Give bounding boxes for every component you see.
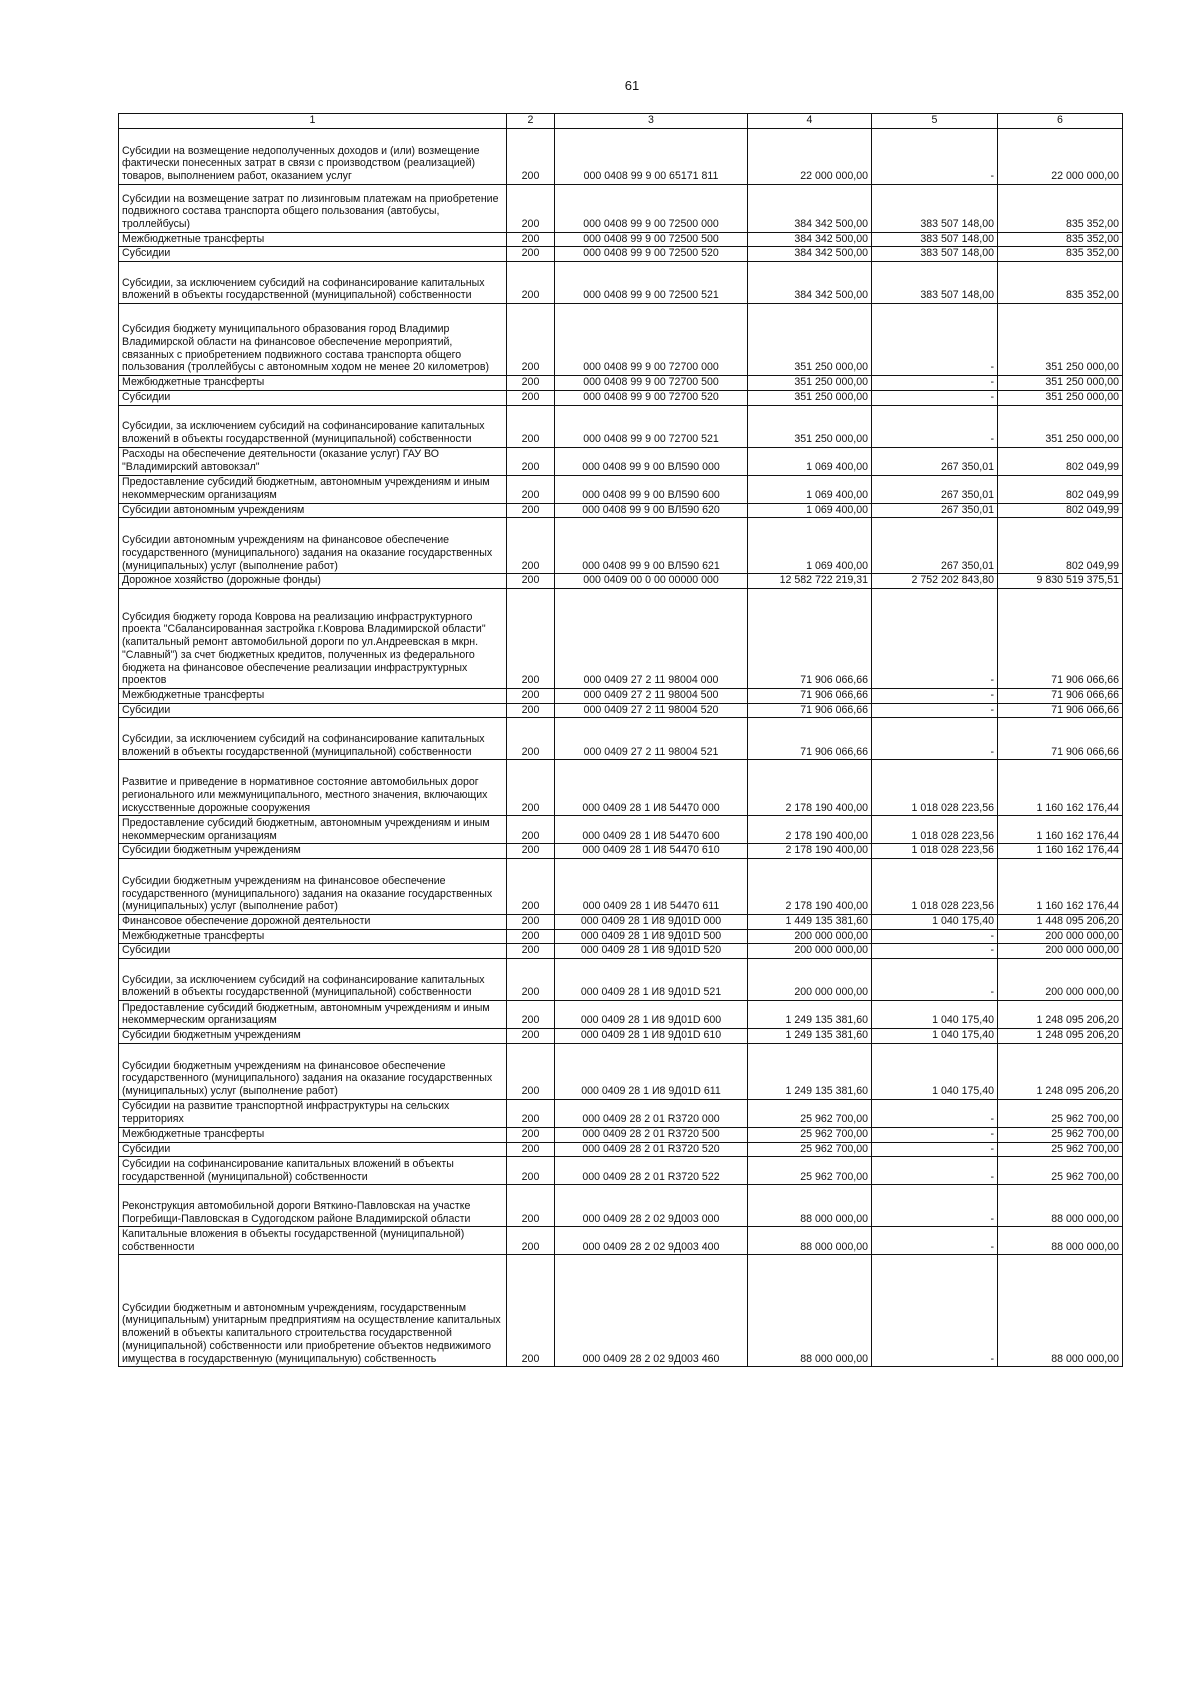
row-kbk-cell: 000 0408 99 9 00 72700 500 — [555, 376, 748, 391]
row-remaining-cell: 25 962 700,00 — [998, 1157, 1123, 1185]
row-approved-cell: 88 000 000,00 — [748, 1185, 872, 1227]
row-kbk-cell: 000 0409 28 1 И8 54470 611 — [555, 859, 748, 915]
row-kbk-cell: 000 0409 27 2 11 98004 520 — [555, 703, 748, 718]
row-approved-cell: 384 342 500,00 — [748, 262, 872, 304]
table-row — [119, 232, 1123, 247]
row-kbk-cell: 000 0409 28 1 И8 9Д01D 521 — [555, 959, 748, 1001]
row-code-cell: 200 — [507, 1185, 555, 1227]
row-name-cell: Субсидии на возмещение недополученных доходов и (или) возмещение фактически понесенных затрат в связи с производством (реализацией) товаров, выполнением работ, оказанием услуг — [119, 128, 507, 184]
table-row — [119, 503, 1123, 518]
row-name-cell: Субсидии автономным учреждениям — [119, 503, 507, 518]
row-name-cell: Капитальные вложения в объекты государственной (муниципальной) собственности — [119, 1227, 507, 1255]
row-approved-cell: 1 069 400,00 — [748, 447, 872, 475]
row-name-cell: Межбюджетные трансферты — [119, 376, 507, 391]
row-approved-cell: 12 582 722 219,31 — [748, 574, 872, 589]
row-code-cell: 200 — [507, 1227, 555, 1255]
row-name-cell: Субсидии, за исключением субсидий на софинансирование капитальных вложений в объекты государственной (муниципальной) собственности — [119, 959, 507, 1001]
row-code-cell: 200 — [507, 390, 555, 405]
row-kbk-cell: 000 0409 28 2 01 R3720 522 — [555, 1157, 748, 1185]
row-remaining-cell: 88 000 000,00 — [998, 1227, 1123, 1255]
row-executed-cell: - — [872, 1142, 998, 1157]
row-code-cell: 200 — [507, 1099, 555, 1127]
row-code-cell: 200 — [507, 128, 555, 184]
row-kbk-cell: 000 0409 27 2 11 98004 500 — [555, 688, 748, 703]
table-row — [119, 718, 1123, 760]
row-code-cell: 200 — [507, 718, 555, 760]
row-name-cell: Предоставление субсидий бюджетным, автономным учреждениям и иным некоммерческим организациям — [119, 475, 507, 503]
row-approved-cell: 1 069 400,00 — [748, 475, 872, 503]
row-approved-cell: 1 069 400,00 — [748, 503, 872, 518]
row-kbk-cell: 000 0409 28 1 И8 9Д01D 600 — [555, 1001, 748, 1029]
row-executed-cell: 1 040 175,40 — [872, 1029, 998, 1044]
row-kbk-cell: 000 0408 99 9 00 65171 811 — [555, 128, 748, 184]
table-row — [119, 1157, 1123, 1185]
row-name-cell: Финансовое обеспечение дорожной деятельности — [119, 915, 507, 930]
row-name-cell: Субсидии на возмещение затрат по лизинговым платежам на приобретение подвижного состава транспорта общего пользования (автобусы, троллейбусы) — [119, 184, 507, 232]
row-approved-cell: 25 962 700,00 — [748, 1127, 872, 1142]
row-name-cell: Субсидии бюджетным учреждениям — [119, 1029, 507, 1044]
row-remaining-cell: 22 000 000,00 — [998, 128, 1123, 184]
row-kbk-cell: 000 0408 99 9 00 72700 000 — [555, 304, 748, 376]
row-code-cell: 200 — [507, 247, 555, 262]
row-remaining-cell: 835 352,00 — [998, 262, 1123, 304]
row-executed-cell: 383 507 148,00 — [872, 262, 998, 304]
row-executed-cell: 1 018 028 223,56 — [872, 859, 998, 915]
table-row — [119, 959, 1123, 1001]
row-kbk-cell: 000 0408 99 9 00 72700 521 — [555, 405, 748, 447]
row-remaining-cell: 25 962 700,00 — [998, 1142, 1123, 1157]
table-row — [119, 247, 1123, 262]
row-approved-cell: 2 178 190 400,00 — [748, 816, 872, 844]
row-kbk-cell: 000 0409 27 2 11 98004 000 — [555, 588, 748, 688]
row-remaining-cell: 351 250 000,00 — [998, 304, 1123, 376]
row-approved-cell: 351 250 000,00 — [748, 405, 872, 447]
row-remaining-cell: 351 250 000,00 — [998, 405, 1123, 447]
row-name-cell: Субсидии — [119, 703, 507, 718]
row-code-cell: 200 — [507, 405, 555, 447]
table-row — [119, 1001, 1123, 1029]
row-kbk-cell: 000 0409 28 1 И8 9Д01D 520 — [555, 944, 748, 959]
row-remaining-cell: 1 448 095 206,20 — [998, 915, 1123, 930]
column-header-3: 3 — [555, 114, 748, 129]
budget-table — [118, 113, 1123, 1367]
row-code-cell: 200 — [507, 1043, 555, 1099]
row-remaining-cell: 71 906 066,66 — [998, 718, 1123, 760]
row-executed-cell: 1 018 028 223,56 — [872, 844, 998, 859]
row-code-cell: 200 — [507, 376, 555, 391]
row-name-cell: Субсидии на развитие транспортной инфраструктуры на сельских территориях — [119, 1099, 507, 1127]
row-remaining-cell: 1 160 162 176,44 — [998, 816, 1123, 844]
row-executed-cell: - — [872, 1185, 998, 1227]
row-name-cell: Субсидии — [119, 944, 507, 959]
row-code-cell: 200 — [507, 1001, 555, 1029]
table-row — [119, 688, 1123, 703]
row-remaining-cell: 802 049,99 — [998, 518, 1123, 574]
column-header-2: 2 — [507, 114, 555, 129]
row-name-cell: Субсидии бюджетным и автономным учреждениям, государственным (муниципальным) унитарным предприятиям на осуществление капитальных вложений в объекты капитального строительства государственной (муниципальной) собственности или приобретение объектов недвижимого имущества в государственную (муниципальную) собственность — [119, 1255, 507, 1367]
row-remaining-cell: 835 352,00 — [998, 232, 1123, 247]
row-executed-cell: - — [872, 703, 998, 718]
row-name-cell: Субсидии, за исключением субсидий на софинансирование капитальных вложений в объекты государственной (муниципальной) собственности — [119, 405, 507, 447]
row-executed-cell: - — [872, 718, 998, 760]
row-remaining-cell: 200 000 000,00 — [998, 959, 1123, 1001]
row-name-cell: Субсидия бюджету муниципального образования город Владимир Владимирской области на финансовое обеспечение мероприятий, связанных с приобретением подвижного состава транспорта общего пользования (троллейбусы с автономным ходом не менее 20 километров) — [119, 304, 507, 376]
row-code-cell: 200 — [507, 184, 555, 232]
row-remaining-cell: 71 906 066,66 — [998, 703, 1123, 718]
row-remaining-cell: 802 049,99 — [998, 475, 1123, 503]
row-executed-cell: - — [872, 959, 998, 1001]
row-approved-cell: 71 906 066,66 — [748, 688, 872, 703]
row-code-cell: 200 — [507, 703, 555, 718]
row-name-cell: Субсидии на софинансирование капитальных вложений в объекты государственной (муниципальной) собственности — [119, 1157, 507, 1185]
table-row — [119, 1142, 1123, 1157]
row-remaining-cell: 1 160 162 176,44 — [998, 760, 1123, 816]
row-name-cell: Субсидии — [119, 247, 507, 262]
row-code-cell: 200 — [507, 518, 555, 574]
row-executed-cell: - — [872, 1227, 998, 1255]
row-executed-cell: 1 040 175,40 — [872, 915, 998, 930]
row-executed-cell: 1 040 175,40 — [872, 1001, 998, 1029]
row-code-cell: 200 — [507, 915, 555, 930]
row-approved-cell: 1 249 135 381,60 — [748, 1043, 872, 1099]
table-row — [119, 1185, 1123, 1227]
row-executed-cell: - — [872, 304, 998, 376]
table-row — [119, 1227, 1123, 1255]
row-name-cell: Субсидия бюджету города Коврова на реализацию инфраструктурного проекта "Сбалансированная застройка г.Коврова Владимирской области" (капитальный ремонт автомобильной дороги по ул.Андреевская в мкрн. "Славный") за счет бюджетных кредитов, полученных из федерального бюджета на финансовое обеспечение реализации инфраструктурных проектов — [119, 588, 507, 688]
table-row — [119, 1043, 1123, 1099]
row-kbk-cell: 000 0409 28 1 И8 54470 000 — [555, 760, 748, 816]
row-code-cell: 200 — [507, 844, 555, 859]
row-approved-cell: 351 250 000,00 — [748, 376, 872, 391]
table-row — [119, 1127, 1123, 1142]
row-executed-cell: - — [872, 688, 998, 703]
row-executed-cell: - — [872, 1157, 998, 1185]
row-kbk-cell: 000 0409 28 1 И8 9Д01D 610 — [555, 1029, 748, 1044]
row-executed-cell: 383 507 148,00 — [872, 232, 998, 247]
row-code-cell: 200 — [507, 1127, 555, 1142]
row-name-cell: Межбюджетные трансферты — [119, 232, 507, 247]
row-remaining-cell: 1 160 162 176,44 — [998, 859, 1123, 915]
table-row — [119, 703, 1123, 718]
row-approved-cell: 1 249 135 381,60 — [748, 1029, 872, 1044]
row-executed-cell: 267 350,01 — [872, 503, 998, 518]
row-approved-cell: 384 342 500,00 — [748, 232, 872, 247]
column-header-4: 4 — [748, 114, 872, 129]
table-row — [119, 760, 1123, 816]
row-remaining-cell: 802 049,99 — [998, 503, 1123, 518]
row-kbk-cell: 000 0409 28 2 02 9Д003 400 — [555, 1227, 748, 1255]
row-kbk-cell: 000 0409 28 2 02 9Д003 460 — [555, 1255, 748, 1367]
row-code-cell: 200 — [507, 475, 555, 503]
table-row — [119, 929, 1123, 944]
page-number: 61 — [624, 78, 640, 93]
table-row — [119, 915, 1123, 930]
row-remaining-cell: 835 352,00 — [998, 247, 1123, 262]
row-kbk-cell: 000 0409 00 0 00 00000 000 — [555, 574, 748, 589]
row-kbk-cell: 000 0408 99 9 00 ВЛ590 621 — [555, 518, 748, 574]
row-name-cell: Субсидии, за исключением субсидий на софинансирование капитальных вложений в объекты государственной (муниципальной) собственности — [119, 262, 507, 304]
row-executed-cell: 267 350,01 — [872, 518, 998, 574]
row-executed-cell: 1 040 175,40 — [872, 1043, 998, 1099]
row-code-cell: 200 — [507, 859, 555, 915]
row-code-cell: 200 — [507, 688, 555, 703]
row-remaining-cell: 835 352,00 — [998, 184, 1123, 232]
table-row — [119, 262, 1123, 304]
table-row — [119, 844, 1123, 859]
row-approved-cell: 88 000 000,00 — [748, 1227, 872, 1255]
row-code-cell: 200 — [507, 588, 555, 688]
row-name-cell: Субсидии, за исключением субсидий на софинансирование капитальных вложений в объекты государственной (муниципальной) собственности — [119, 718, 507, 760]
row-approved-cell: 25 962 700,00 — [748, 1157, 872, 1185]
table-row — [119, 1255, 1123, 1367]
row-approved-cell: 384 342 500,00 — [748, 247, 872, 262]
row-kbk-cell: 000 0409 28 1 И8 9Д01D 000 — [555, 915, 748, 930]
row-approved-cell: 88 000 000,00 — [748, 1255, 872, 1367]
row-code-cell: 200 — [507, 232, 555, 247]
row-executed-cell: 383 507 148,00 — [872, 247, 998, 262]
row-approved-cell: 2 178 190 400,00 — [748, 859, 872, 915]
row-executed-cell: 383 507 148,00 — [872, 184, 998, 232]
row-remaining-cell: 351 250 000,00 — [998, 390, 1123, 405]
row-approved-cell: 1 069 400,00 — [748, 518, 872, 574]
row-name-cell: Субсидии — [119, 1142, 507, 1157]
row-executed-cell: 267 350,01 — [872, 475, 998, 503]
table-row — [119, 184, 1123, 232]
row-code-cell: 200 — [507, 929, 555, 944]
row-executed-cell: 2 752 202 843,80 — [872, 574, 998, 589]
row-kbk-cell: 000 0408 99 9 00 72500 521 — [555, 262, 748, 304]
row-approved-cell: 351 250 000,00 — [748, 390, 872, 405]
row-executed-cell: 1 018 028 223,56 — [872, 760, 998, 816]
row-approved-cell: 25 962 700,00 — [748, 1099, 872, 1127]
row-code-cell: 200 — [507, 574, 555, 589]
row-code-cell: 200 — [507, 447, 555, 475]
table-row — [119, 128, 1123, 184]
row-remaining-cell: 200 000 000,00 — [998, 944, 1123, 959]
row-code-cell: 200 — [507, 1029, 555, 1044]
table-row — [119, 816, 1123, 844]
row-approved-cell: 384 342 500,00 — [748, 184, 872, 232]
row-code-cell: 200 — [507, 944, 555, 959]
column-header-6: 6 — [998, 114, 1123, 129]
row-name-cell: Субсидии бюджетным учреждениям на финансовое обеспечение государственного (муниципального) задания на оказание государственных (муниципальных) услуг (выполнение работ) — [119, 859, 507, 915]
table-row — [119, 304, 1123, 376]
row-code-cell: 200 — [507, 1255, 555, 1367]
row-approved-cell: 2 178 190 400,00 — [748, 844, 872, 859]
table-row — [119, 376, 1123, 391]
column-header-1: 1 — [119, 114, 507, 129]
row-executed-cell: - — [872, 405, 998, 447]
row-kbk-cell: 000 0409 28 1 И8 54470 600 — [555, 816, 748, 844]
row-approved-cell: 200 000 000,00 — [748, 944, 872, 959]
row-executed-cell: - — [872, 1099, 998, 1127]
row-kbk-cell: 000 0409 28 2 01 R3720 520 — [555, 1142, 748, 1157]
row-name-cell: Предоставление субсидий бюджетным, автономным учреждениям и иным некоммерческим организациям — [119, 1001, 507, 1029]
row-code-cell: 200 — [507, 304, 555, 376]
row-remaining-cell: 88 000 000,00 — [998, 1255, 1123, 1367]
row-approved-cell: 2 178 190 400,00 — [748, 760, 872, 816]
table-row — [119, 390, 1123, 405]
table-row — [119, 518, 1123, 574]
row-approved-cell: 71 906 066,66 — [748, 703, 872, 718]
table-row — [119, 859, 1123, 915]
row-name-cell: Расходы на обеспечение деятельности (оказание услуг) ГАУ ВО "Владимирский автовокзал" — [119, 447, 507, 475]
row-name-cell: Субсидии автономным учреждениям на финансовое обеспечение государственного (муниципального) задания на оказание государственных (муниципальных) услуг (выполнение работ) — [119, 518, 507, 574]
row-remaining-cell: 25 962 700,00 — [998, 1099, 1123, 1127]
table-row — [119, 1029, 1123, 1044]
row-kbk-cell: 000 0409 28 1 И8 54470 610 — [555, 844, 748, 859]
table-row — [119, 1099, 1123, 1127]
row-kbk-cell: 000 0408 99 9 00 ВЛ590 000 — [555, 447, 748, 475]
row-kbk-cell: 000 0408 99 9 00 72500 500 — [555, 232, 748, 247]
row-remaining-cell: 25 962 700,00 — [998, 1127, 1123, 1142]
row-remaining-cell: 1 248 095 206,20 — [998, 1001, 1123, 1029]
row-code-cell: 200 — [507, 760, 555, 816]
table-row — [119, 447, 1123, 475]
row-name-cell: Субсидии бюджетным учреждениям на финансовое обеспечение государственного (муниципального) задания на оказание государственных (муниципальных) услуг (выполнение работ) — [119, 1043, 507, 1099]
row-kbk-cell: 000 0408 99 9 00 ВЛ590 620 — [555, 503, 748, 518]
row-approved-cell: 351 250 000,00 — [748, 304, 872, 376]
row-remaining-cell: 9 830 519 375,51 — [998, 574, 1123, 589]
row-kbk-cell: 000 0408 99 9 00 72700 520 — [555, 390, 748, 405]
row-kbk-cell: 000 0409 28 1 И8 9Д01D 611 — [555, 1043, 748, 1099]
row-code-cell: 200 — [507, 503, 555, 518]
row-kbk-cell: 000 0409 28 2 02 9Д003 000 — [555, 1185, 748, 1227]
row-code-cell: 200 — [507, 959, 555, 1001]
row-name-cell: Субсидии — [119, 390, 507, 405]
row-remaining-cell: 200 000 000,00 — [998, 929, 1123, 944]
row-remaining-cell: 351 250 000,00 — [998, 376, 1123, 391]
row-kbk-cell: 000 0409 28 2 01 R3720 000 — [555, 1099, 748, 1127]
row-code-cell: 200 — [507, 1157, 555, 1185]
row-kbk-cell: 000 0408 99 9 00 72500 520 — [555, 247, 748, 262]
row-name-cell: Межбюджетные трансферты — [119, 929, 507, 944]
row-name-cell: Развитие и приведение в нормативное состояние автомобильных дорог регионального или межмуниципального, местного значения, включающих искусственные дорожные сооружения — [119, 760, 507, 816]
row-approved-cell: 200 000 000,00 — [748, 929, 872, 944]
table-row — [119, 475, 1123, 503]
row-approved-cell: 71 906 066,66 — [748, 588, 872, 688]
row-executed-cell: - — [872, 929, 998, 944]
row-executed-cell: - — [872, 390, 998, 405]
row-code-cell: 200 — [507, 816, 555, 844]
row-executed-cell: - — [872, 128, 998, 184]
row-remaining-cell: 88 000 000,00 — [998, 1185, 1123, 1227]
row-kbk-cell: 000 0408 99 9 00 72500 000 — [555, 184, 748, 232]
table-row — [119, 588, 1123, 688]
header-row — [119, 114, 1123, 129]
row-kbk-cell: 000 0409 28 2 01 R3720 500 — [555, 1127, 748, 1142]
row-remaining-cell: 1 160 162 176,44 — [998, 844, 1123, 859]
table-row — [119, 574, 1123, 589]
table-row — [119, 944, 1123, 959]
row-remaining-cell: 802 049,99 — [998, 447, 1123, 475]
row-executed-cell: - — [872, 1127, 998, 1142]
row-code-cell: 200 — [507, 1142, 555, 1157]
row-remaining-cell: 71 906 066,66 — [998, 688, 1123, 703]
row-name-cell: Реконструкция автомобильной дороги Вяткино-Павловская на участке Погребищи-Павловская в Судогодском районе Владимирской области — [119, 1185, 507, 1227]
row-approved-cell: 1 249 135 381,60 — [748, 1001, 872, 1029]
row-remaining-cell: 71 906 066,66 — [998, 588, 1123, 688]
row-approved-cell: 200 000 000,00 — [748, 959, 872, 1001]
row-name-cell: Межбюджетные трансферты — [119, 688, 507, 703]
row-approved-cell: 25 962 700,00 — [748, 1142, 872, 1157]
row-name-cell: Субсидии бюджетным учреждениям — [119, 844, 507, 859]
row-kbk-cell: 000 0409 28 1 И8 9Д01D 500 — [555, 929, 748, 944]
row-executed-cell: - — [872, 944, 998, 959]
table-body — [119, 128, 1123, 1367]
row-name-cell: Дорожное хозяйство (дорожные фонды) — [119, 574, 507, 589]
row-approved-cell: 71 906 066,66 — [748, 718, 872, 760]
row-name-cell: Предоставление субсидий бюджетным, автономным учреждениям и иным некоммерческим организациям — [119, 816, 507, 844]
row-kbk-cell: 000 0408 99 9 00 ВЛ590 600 — [555, 475, 748, 503]
row-executed-cell: 1 018 028 223,56 — [872, 816, 998, 844]
row-executed-cell: - — [872, 376, 998, 391]
row-remaining-cell: 1 248 095 206,20 — [998, 1029, 1123, 1044]
table-row — [119, 405, 1123, 447]
row-name-cell: Межбюджетные трансферты — [119, 1127, 507, 1142]
row-executed-cell: - — [872, 1255, 998, 1367]
row-executed-cell: 267 350,01 — [872, 447, 998, 475]
row-executed-cell: - — [872, 588, 998, 688]
row-approved-cell: 1 449 135 381,60 — [748, 915, 872, 930]
row-kbk-cell: 000 0409 27 2 11 98004 521 — [555, 718, 748, 760]
row-remaining-cell: 1 248 095 206,20 — [998, 1043, 1123, 1099]
row-code-cell: 200 — [507, 262, 555, 304]
column-header-5: 5 — [872, 114, 998, 129]
row-approved-cell: 22 000 000,00 — [748, 128, 872, 184]
